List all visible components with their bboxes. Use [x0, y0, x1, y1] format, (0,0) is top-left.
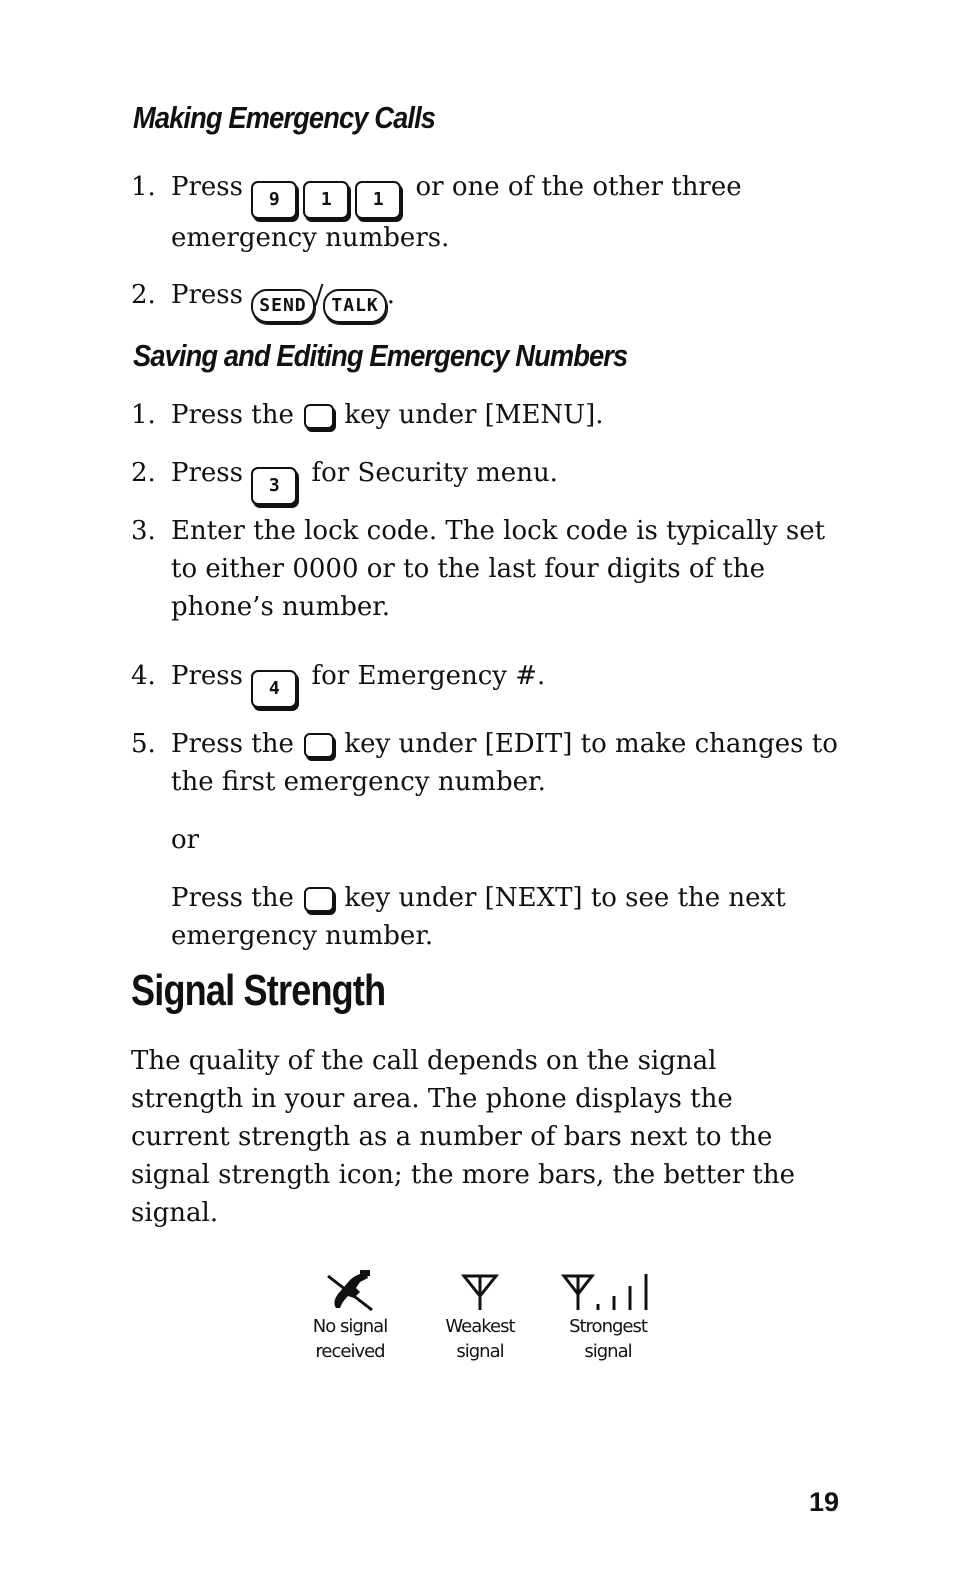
no-signal-item: No signal received — [290, 1268, 410, 1378]
weakest-signal-item: Weakest signal — [420, 1268, 540, 1378]
key-4-icon: 4 — [251, 670, 297, 708]
antenna-icon — [450, 1268, 510, 1312]
soft-key-icon — [304, 733, 334, 758]
talk-key-icon: TALK — [323, 289, 386, 323]
key-3-icon: 3 — [251, 467, 297, 505]
key-9-icon: 9 — [251, 181, 297, 219]
key-1-icon: 1 — [303, 181, 349, 219]
manual-page: Making Emergency Calls 1. Press 9 1 1 or one of the other three emergency numbers. 2. Press SEND / TALK . Saving and Editing Emergency Numbers 1. Press the key under [MENU]. 2. Press 3 for Security menu. 3. Enter the lock code. The lock code is typically set to either 0000 or to the last four digits of the phone’s number. 4. Press 4 for Emergency #. 5. Press the key under [EDIT] to make changes to the first emergency number. or Press the key under [NEXT] to see the next emergency number. Signal Strength The quality of the call depends on the signal strength in your area. The phone displays the current strength as a number of bars next to the signal strength icon; the more bars, the better the signal. No signal received Weakest signal Strongest signal 19 — [131, 100, 840, 1517]
no-signal-icon — [320, 1268, 380, 1312]
heading-saving-editing: Saving and Editing Emergency Numbers — [133, 338, 628, 373]
heading-making-emergency-calls: Making Emergency Calls — [133, 100, 436, 135]
key-1-icon: 1 — [355, 181, 401, 219]
signal-icons-figure — [290, 1268, 670, 1378]
antenna-bars-icon — [558, 1268, 658, 1312]
strongest-signal-item: Strongest signal — [548, 1268, 668, 1378]
alt-next-instruction: Press the key under [NEXT] to see the next emergency number. — [171, 883, 786, 951]
signal-paragraph: The quality of the call depends on the signal strength in your area. The phone displays the current strength as a number of bars next to the signal strength icon; the more bars, the better the signal. — [131, 1046, 795, 1228]
soft-key-icon — [304, 887, 334, 912]
soft-key-icon — [304, 404, 334, 429]
send-key-icon: SEND — [251, 289, 314, 323]
or-text: or — [171, 825, 200, 855]
heading-signal-strength: Signal Strength — [131, 966, 386, 1015]
page-number: 19 — [809, 1487, 840, 1517]
